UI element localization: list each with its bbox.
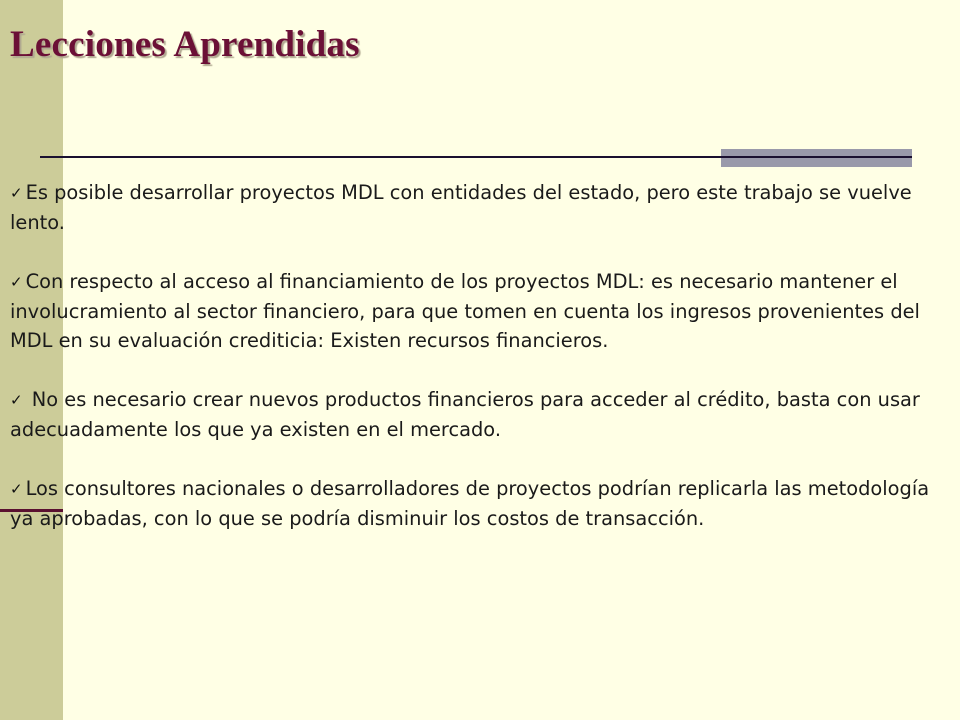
bullet-text: No es necesario crear nuevos productos financieros para acceder al crédito, basta con usar adecuadamente los que ya existen en el mercado. <box>10 388 920 442</box>
bullet-item <box>10 385 950 445</box>
bullet-item <box>10 178 950 238</box>
bullet-list <box>10 178 950 563</box>
bullet-item <box>10 474 950 534</box>
bullet-text: Los consultores nacionales o desarrolladores de proyectos podrían replicarla las metodología ya aprobadas, con lo que se podría disminuir los costos de transacción. <box>10 476 930 531</box>
checkmark-icon: ✓ <box>10 391 23 410</box>
bullet-item <box>10 267 950 356</box>
slide-title: Lecciones Aprendidas <box>10 24 360 65</box>
bullet-text: Es posible desarrollar proyectos MDL con entidades del estado, pero este trabajo se vuelve lento. <box>10 181 912 235</box>
checkmark-icon: ✓ <box>10 184 23 202</box>
bullet-text: Con respecto al acceso al financiamiento de los proyectos MDL: es necesario mantener el involucramiento al sector financiero, para que tomen en cuenta los ingresos provenientes del MDL en su evaluación crediticia: Existen recursos financieros. <box>10 269 920 353</box>
checkmark-icon: ✓ <box>10 272 23 291</box>
divider-accent-block <box>721 149 912 167</box>
checkmark-icon: ✓ <box>10 479 23 498</box>
